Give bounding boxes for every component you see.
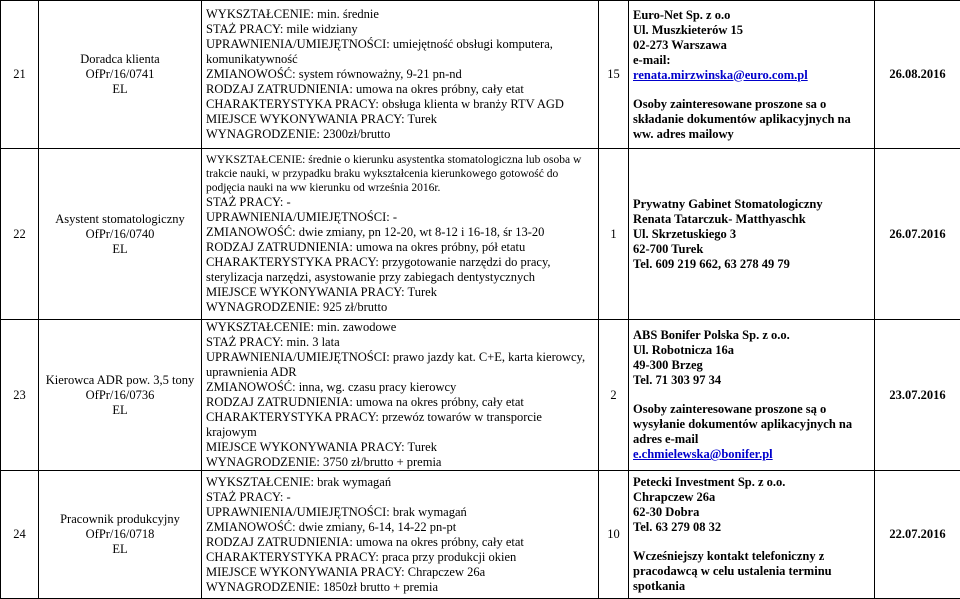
employer-owner: Renata Tatarczuk- Matthyaschk	[633, 212, 870, 227]
detail-education: WYKSZTAŁCENIE: średnie o kierunku asystentka stomatologiczna lub osoba w trakcie nauki, w przypadku braku wykształcenia kierunkowego gotowość do podjęcia nauki na ww kierunku od września 2016r.	[206, 153, 594, 195]
position-cell	[39, 149, 202, 320]
employer-note: Osoby zainteresowane proszone są o wysyłanie dokumentów aplikacyjnych na adres e-mail	[633, 402, 870, 447]
table-row	[1, 471, 960, 599]
detail-employment-type: RODZAJ ZATRUDNIENIA: umowa na okres próbny, cały etat	[206, 82, 594, 97]
offer-id: OfPr/16/0741	[43, 67, 197, 82]
detail-employment-type: RODZAJ ZATRUDNIENIA: umowa na okres próbny, pół etatu	[206, 240, 594, 255]
offer-id: OfPr/16/0740	[43, 227, 197, 242]
detail-skills: UPRAWNIENIA/UMIEJĘTNOŚCI: umiejętność obsługi komputera, komunikatywność	[206, 37, 594, 67]
vacancy-count: 15	[599, 1, 629, 149]
detail-employment-type: RODZAJ ZATRUDNIENIA: umowa na okres próbny, cały etat	[206, 395, 594, 410]
detail-skills: UPRAWNIENIA/UMIEJĘTNOŚCI: -	[206, 210, 594, 225]
detail-salary: WYNAGRODZENIE: 2300zł/brutto	[206, 127, 594, 142]
employer-name: Euro-Net Sp. z o.o	[633, 8, 870, 23]
offer-date: 26.08.2016	[875, 1, 960, 149]
detail-workplace: MIEJSCE WYKONYWANIA PRACY: Turek	[206, 112, 594, 127]
employer-city: 62-700 Turek	[633, 242, 870, 257]
employer-street: Ul. Skrzetuskiego 3	[633, 227, 870, 242]
row-number: 24	[1, 471, 39, 599]
details-cell	[202, 149, 599, 320]
employer-email-label: e-mail:	[633, 53, 870, 68]
offer-date: 26.07.2016	[875, 149, 960, 320]
vacancy-count: 1	[599, 149, 629, 320]
employer-city: 49-300 Brzeg	[633, 358, 870, 373]
position-cell	[39, 320, 202, 471]
employer-street: Chrapczew 26a	[633, 490, 870, 505]
details-cell	[202, 320, 599, 471]
employer-phone: Tel. 609 219 662, 63 278 49 79	[633, 257, 870, 272]
detail-skills: UPRAWNIENIA/UMIEJĘTNOŚCI: brak wymagań	[206, 505, 594, 520]
position-title: Asystent stomatologiczny	[43, 212, 197, 227]
details-cell	[202, 471, 599, 599]
detail-shifts: ZMIANOWOŚĆ: system równoważny, 9-21 pn-nd	[206, 67, 594, 82]
detail-employment-type: RODZAJ ZATRUDNIENIA: umowa na okres próbny, cały etat	[206, 535, 594, 550]
detail-workplace: MIEJSCE WYKONYWANIA PRACY: Turek	[206, 285, 594, 300]
offer-type: EL	[43, 542, 197, 557]
employer-name: ABS Bonifer Polska Sp. z o.o.	[633, 328, 870, 343]
detail-experience: STAŻ PRACY: -	[206, 195, 594, 210]
employer-note: Wcześniejszy kontakt telefoniczny z pracodawcą w celu ustalenia terminu spotkania	[633, 549, 870, 594]
detail-education: WYKSZTAŁCENIE: min. średnie	[206, 7, 594, 22]
table-row	[1, 149, 960, 320]
employer-cell	[629, 149, 875, 320]
position-cell	[39, 471, 202, 599]
employer-name: Prywatny Gabinet Stomatologiczny	[633, 197, 870, 212]
detail-job-description: CHARAKTERYSTYKA PRACY: obsługa klienta w branży RTV AGD	[206, 97, 594, 112]
detail-shifts: ZMIANOWOŚĆ: dwie zmiany, 6-14, 14-22 pn-pt	[206, 520, 594, 535]
employer-phone: Tel. 71 303 97 34	[633, 373, 870, 388]
offer-type: EL	[43, 403, 197, 418]
detail-skills: UPRAWNIENIA/UMIEJĘTNOŚCI: prawo jazdy kat. C+E, karta kierowcy, uprawnienia ADR	[206, 350, 594, 380]
employer-email-link[interactable]: renata.mirzwinska@euro.com.pl	[633, 68, 808, 82]
detail-salary: WYNAGRODZENIE: 1850zł brutto + premia	[206, 580, 594, 595]
detail-workplace: MIEJSCE WYKONYWANIA PRACY: Turek	[206, 440, 594, 455]
employer-note: Osoby zainteresowane proszone sa o składanie dokumentów aplikacyjnych na ww. adres mailowy	[633, 97, 870, 142]
offer-type: EL	[43, 82, 197, 97]
offer-date: 23.07.2016	[875, 320, 960, 471]
detail-job-description: CHARAKTERYSTYKA PRACY: przewóz towarów w transporcie krajowym	[206, 410, 594, 440]
offer-type: EL	[43, 242, 197, 257]
detail-experience: STAŻ PRACY: mile widziany	[206, 22, 594, 37]
detail-experience: STAŻ PRACY: min. 3 lata	[206, 335, 594, 350]
detail-salary: WYNAGRODZENIE: 925 zł/brutto	[206, 300, 594, 315]
detail-education: WYKSZTAŁCENIE: min. zawodowe	[206, 320, 594, 335]
detail-education: WYKSZTAŁCENIE: brak wymagań	[206, 475, 594, 490]
position-title: Doradca klienta	[43, 52, 197, 67]
employer-name: Petecki Investment Sp. z o.o.	[633, 475, 870, 490]
employer-street: Ul. Robotnicza 16a	[633, 343, 870, 358]
employer-cell	[629, 320, 875, 471]
offer-id: OfPr/16/0736	[43, 388, 197, 403]
details-cell	[202, 1, 599, 149]
employer-email-link[interactable]: e.chmielewska@bonifer.pl	[633, 447, 773, 461]
detail-job-description: CHARAKTERYSTYKA PRACY: przygotowanie narzędzi do pracy, sterylizacja narzędzi, asystowanie przy zabiegach dentystycznych	[206, 255, 594, 285]
employer-street: Ul. Muszkieterów 15	[633, 23, 870, 38]
offer-id: OfPr/16/0718	[43, 527, 197, 542]
detail-job-description: CHARAKTERYSTYKA PRACY: praca przy produkcji okien	[206, 550, 594, 565]
detail-shifts: ZMIANOWOŚĆ: dwie zmiany, pn 12-20, wt 8-12 i 16-18, śr 13-20	[206, 225, 594, 240]
detail-shifts: ZMIANOWOŚĆ: inna, wg. czasu pracy kierowcy	[206, 380, 594, 395]
employer-city: 02-273 Warszawa	[633, 38, 870, 53]
vacancy-count: 10	[599, 471, 629, 599]
employer-phone: Tel. 63 279 08 32	[633, 520, 870, 535]
detail-experience: STAŻ PRACY: -	[206, 490, 594, 505]
offer-date: 22.07.2016	[875, 471, 960, 599]
employer-cell	[629, 1, 875, 149]
detail-salary: WYNAGRODZENIE: 3750 zł/brutto + premia	[206, 455, 594, 470]
table-row	[1, 1, 960, 149]
detail-workplace: MIEJSCE WYKONYWANIA PRACY: Chrapczew 26a	[206, 565, 594, 580]
position-title: Kierowca ADR pow. 3,5 tony	[43, 373, 197, 388]
row-number: 22	[1, 149, 39, 320]
position-cell	[39, 1, 202, 149]
table-row	[1, 320, 960, 471]
row-number: 23	[1, 320, 39, 471]
position-title: Pracownik produkcyjny	[43, 512, 197, 527]
vacancy-count: 2	[599, 320, 629, 471]
employer-cell	[629, 471, 875, 599]
row-number: 21	[1, 1, 39, 149]
employer-city: 62-30 Dobra	[633, 505, 870, 520]
